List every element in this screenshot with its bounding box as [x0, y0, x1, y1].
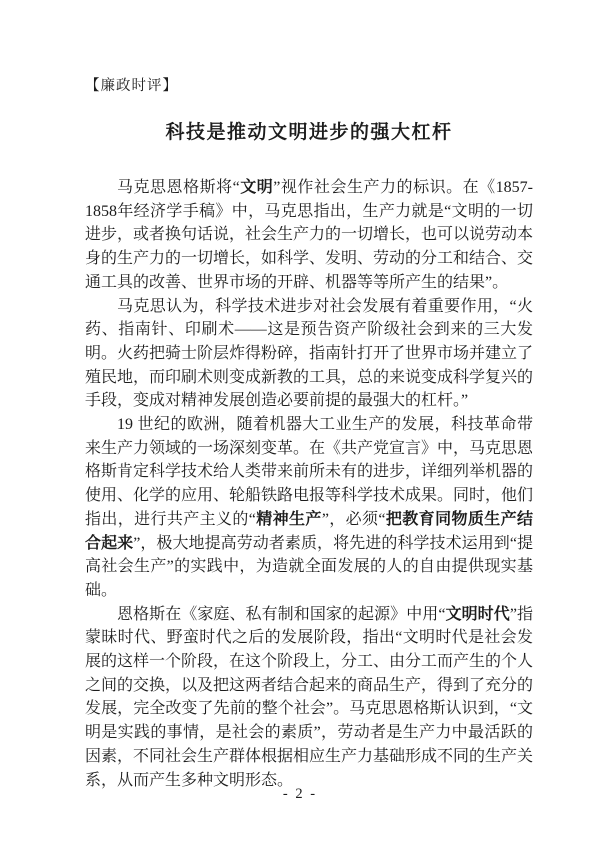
paragraph — [85, 295, 533, 414]
section-label: 【廉政时评】 — [85, 78, 178, 94]
paragraph — [85, 413, 533, 603]
text-run: ”，必须“ — [321, 510, 386, 528]
paragraph — [85, 176, 533, 295]
text-run: 马克思恩格斯将“ — [117, 179, 240, 196]
text-run: ”视作社会生产力的标识。在《1857-1858年经济学手稿》中，马克思指出，生产力就是“文明的一切进步，或者换句话说，社会生产力的一切增长，也可以说劳动本身的生产力的一切增长，如科学、发明、劳动的分工和结合、交通工具的改善、世界市场的开辟、机器等等所产生的结果”。 — [85, 179, 534, 291]
emphasis-text-run: 文明 — [239, 179, 274, 196]
emphasis-text-run: 精神生产 — [255, 510, 322, 528]
text-run: 马克思认为，科学技术进步对社会发展有着重要作用，“火药、指南针、印刷术——这是预告资产阶级社会到来的三大发明。火药把骑士阶层炸得粉碎，指南针打开了世界市场并建立了殖民地，而印刷术则变成新教的工具，总的来说变成科学复兴的手段，变成对精神发展创造必要前提的最强大的杠杆。” — [85, 297, 534, 410]
document-title: 科技是推动文明进步的强大杠杆 — [165, 122, 453, 143]
text-run: 19 世纪的欧洲，随着机器大工业生产的发展，科技革命带来生产力领域的一场深刻变革。在《共产党宣言》中，马克思恩格斯肯定科学技术给人类带来前所未有的进步，详细列举机器的使用、化学的应用、轮船铁路电报等科学技术成果。同时，他们指出，进行共产主义的“ — [85, 416, 534, 528]
text-run: 恩格斯在《家庭、私有制和国家的起源》中用“ — [117, 605, 446, 623]
emphasis-text-run: 文明时代 — [445, 605, 510, 623]
paragraph — [85, 603, 533, 793]
emphasis-text-run: 把教育同物质生产结合起来 — [85, 510, 533, 552]
document-body — [85, 176, 533, 792]
page-number: - 2 - — [282, 786, 318, 802]
text-run: ”指蒙昧时代、野蛮时代之后的发展阶段，指出“文明时代是社会发展的这样一个阶段，在这个阶段上，分工、由分工而产生的个人之间的交换，以及把这两者结合起来的商品生产，得到了充分的发展，完全改变了先前的整个社会”。马克思恩格斯认识到，“文明是实践的事情，是社会的素质”，劳动者是生产力中最活跃的因素，不同社会生产群体根据相应生产力基础形成不同的生产关系，从而产生多种文明形态。 — [85, 605, 534, 789]
text-run: ”，极大地提高劳动者素质，将先进的科学技术运用到“提高社会生产”的实践中，为造就全面发展的人的自由提供现实基础。 — [85, 534, 533, 599]
